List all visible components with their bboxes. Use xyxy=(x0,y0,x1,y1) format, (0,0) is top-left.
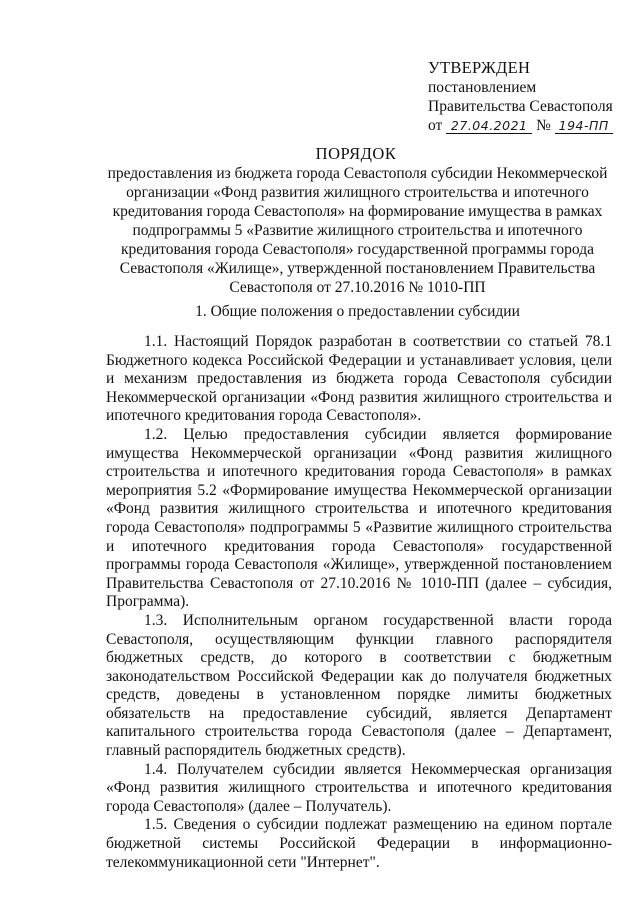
approval-block xyxy=(428,58,628,135)
document-title: ПОРЯДОК xyxy=(315,144,397,163)
section-heading: 1. Общие положения о предоставлении субсидии xyxy=(195,303,520,320)
approval-number-prefix: № xyxy=(536,117,551,134)
paragraph-1-1: 1.1. Настоящий Порядок разработан в соответствии со статьей 78.1 Бюджетного кодекса Российской Федерации и устанавливает условия, цели и механизм предоставления из бюджета города Севастополя субсидии Некоммерческой организации «Фонд развития жилищного строительства и ипотечного кредитования города Севастополя». xyxy=(106,333,612,425)
document-body xyxy=(106,333,612,872)
approval-date-handwritten: 27.04.2021 xyxy=(446,118,532,134)
approval-heading: УТВЕРЖДЕН xyxy=(428,58,531,77)
paragraph-1-4: 1.4. Получателем субсидии является Некоммерческая организация «Фонд развития жилищного строительства и ипотечного кредитования города Севастополя» (далее – Получатель). xyxy=(106,760,612,815)
approval-number-handwritten: 194-ПП xyxy=(555,118,613,134)
paragraph-1-2: 1.2. Целью предоставления субсидии является формирование имущества Некоммерческой организации «Фонд развития жилищного строительства и ипотечного кредитования города Севастополя» в рамках мероприятия 5.2 «Формирование имущества Некоммерческой организации «Фонд развития жилищного строительства и ипотечного кредитования города Севастополя» подпрограммы 5 «Развитие жилищного строительства и ипотечного кредитования города Севастополя» государственной программы города Севастополя «Жилище», утвержденной постановлением Правительства Севастополя от 27.10.2016 № 1010-ПП (далее – субсидия, Программа). xyxy=(106,425,612,611)
document-subtitle: предоставления из бюджета города Севастополя субсидии Некоммерческой организации «Фонд развития жилищного строительства и ипотечного кредитования города Севастополя» на формирование имущества в рамках подпрограммы 5 «Развитие жилищного строительства и ипотечного кредитования города Севастополя» государственной программы города Севастополя «Жилище», утвержденной постановлением Правительства Севастополя от 27.10.2016 № 1010-ПП xyxy=(107,165,608,296)
approval-date-row xyxy=(428,116,628,135)
paragraph-1-3: 1.3. Исполнительным органом государственной власти города Севастополя, осуществляющим функции главного распорядителя бюджетных средств, до которого в соответствии с бюджетным законодательством Российской Федерации как до получателя бюджетных средств, доведены в установленном порядке лимиты бюджетных обязательств на предоставление субсидий, является Департамент капитального строительства города Севастополя (далее – Департамент, главный распорядитель бюджетных средств). xyxy=(106,611,612,760)
paragraph-1-5: 1.5. Сведения о субсидии подлежат размещению на едином портале бюджетной системы Российской Федерации в информационно-телекоммуникационной сети "Интернет". xyxy=(106,816,612,871)
approval-date-prefix: от xyxy=(428,117,443,134)
approval-line-1: постановлением xyxy=(428,79,537,96)
approval-line-2: Правительства Севастополя xyxy=(428,98,613,115)
